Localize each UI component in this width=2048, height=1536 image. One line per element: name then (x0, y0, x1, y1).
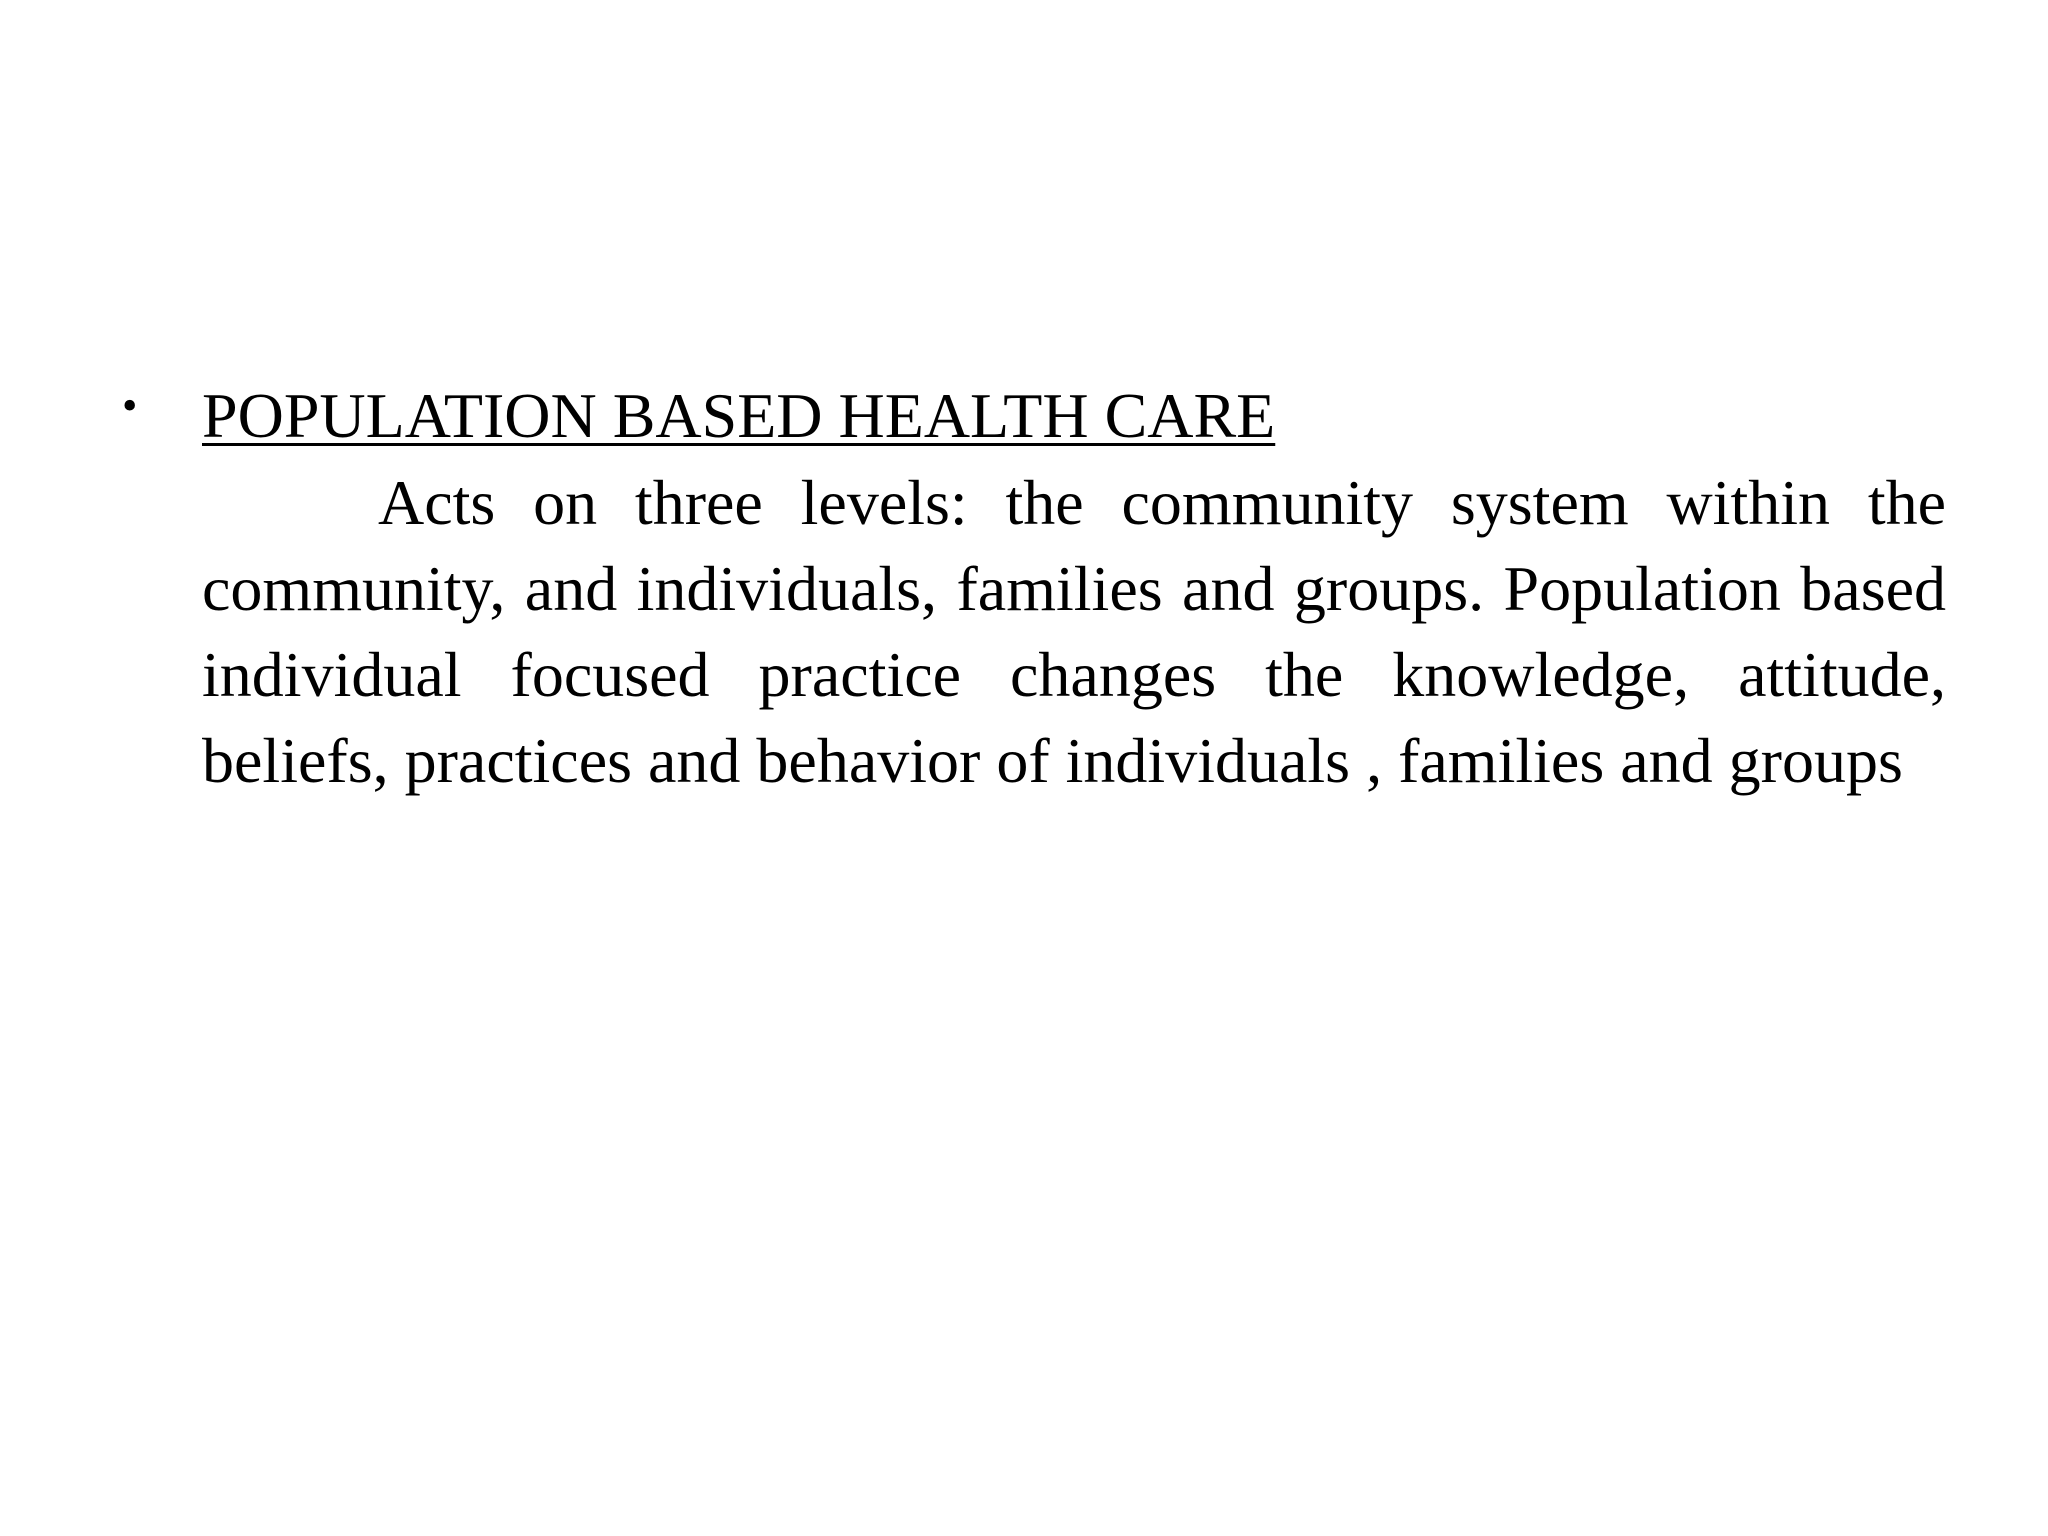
section-heading: POPULATION BASED HEALTH CARE (202, 380, 1276, 451)
body-paragraph: Acts on three levels: the community system within the community, and individuals, families and groups. Population based individual focused practice changes the knowledge, attitude, beliefs, practices and behavior of individuals , families and groups (202, 467, 1946, 796)
bullet-row (122, 372, 1942, 460)
bullet-marker: • (122, 381, 138, 430)
bullet-item (122, 372, 1946, 804)
